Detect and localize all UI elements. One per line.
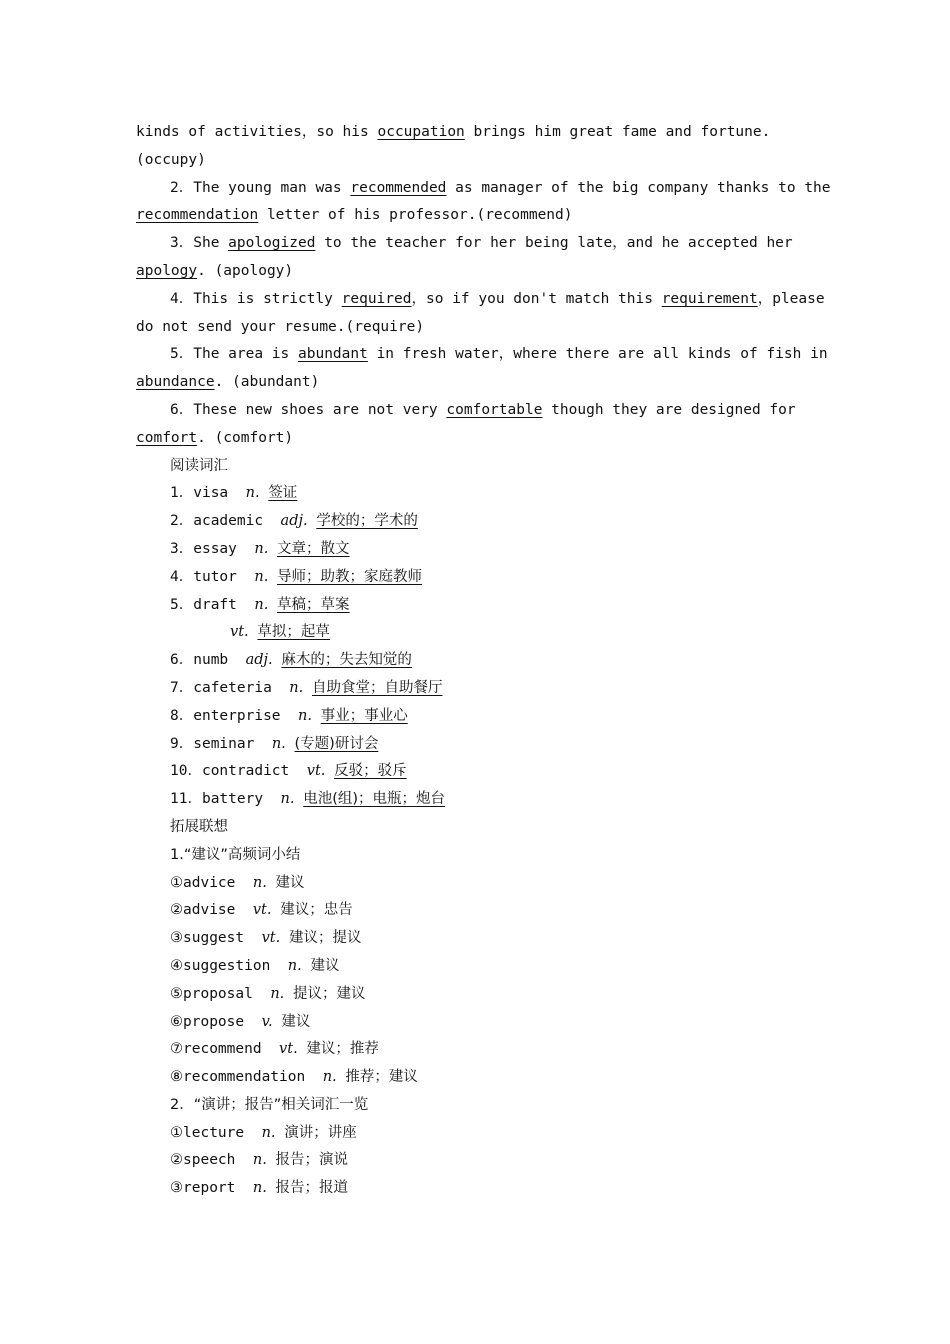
part-of-speech: n.: [298, 707, 312, 724]
related-word-item: [136, 925, 808, 953]
circled-number: ③: [170, 930, 183, 947]
part-of-speech: n.: [252, 1152, 267, 1169]
vocab-meaning: 反驳；驳斥: [334, 763, 407, 780]
vocab-meaning: 麻木的；失去知觉的: [281, 652, 412, 669]
circled-number: ⑤: [170, 985, 183, 1002]
vocab-word: essay: [193, 540, 237, 557]
part-of-speech: vt.: [252, 902, 272, 919]
word-meaning: 建议；推荐: [306, 1041, 379, 1058]
vocab-item: [136, 619, 808, 647]
related-word-item: [136, 1064, 808, 1092]
text: . (apology): [197, 262, 294, 279]
item-number: 5．: [170, 596, 194, 613]
vocab-item: [136, 703, 808, 731]
word-meaning: 建议: [275, 874, 305, 891]
text: letter of his professor.(recommend): [258, 207, 573, 224]
vocab-meaning: 自助食堂；自助餐厅: [311, 679, 443, 696]
part-of-speech: n.: [287, 957, 302, 974]
part-of-speech: vt.: [279, 1041, 298, 1058]
text: 2．The young man was: [170, 179, 351, 196]
answer-blank: recommendation: [136, 207, 259, 224]
group-1-list: [136, 870, 808, 1092]
vocab-meaning: 文章；散文: [277, 540, 350, 557]
answer-blank: recommended: [350, 179, 447, 196]
circled-number: ②: [170, 1152, 183, 1169]
vocab-item: [136, 758, 808, 786]
part-of-speech: n.: [261, 1124, 276, 1141]
related-word: speech: [183, 1152, 236, 1169]
group-2-title: 2．“演讲；报告”相关词汇一览: [170, 1096, 369, 1113]
part-of-speech: vt.: [261, 930, 281, 947]
item-number: 2．: [170, 513, 194, 530]
paragraph-3-line-1: [136, 230, 808, 258]
section-heading-reading-vocab: 阅读词汇: [170, 457, 228, 474]
answer-blank: abundant: [298, 346, 368, 363]
text: 6．These new shoes are not very: [170, 401, 447, 418]
word-meaning: 推荐；建议: [345, 1069, 418, 1086]
related-word-item: [136, 1175, 808, 1203]
circled-number: ①: [170, 1124, 183, 1141]
vocab-item: [136, 564, 808, 592]
vocab-item: [136, 592, 808, 620]
text: ，so if you don't match this: [411, 290, 662, 307]
text: though they are designed for: [542, 401, 796, 418]
answer-blank: required: [341, 290, 412, 307]
vocab-meaning: (专题)研讨会: [294, 735, 379, 752]
circled-number: ②: [170, 902, 183, 919]
related-word-item: [136, 870, 808, 898]
vocab-word: numb: [193, 652, 229, 669]
answer-blank: apologized: [228, 235, 316, 252]
related-word-item: [136, 981, 808, 1009]
vocab-meaning: 事业；事业心: [320, 707, 408, 724]
item-number: 9．: [170, 735, 194, 752]
group-2-list: [136, 1120, 808, 1203]
answer-blank: abundance: [136, 374, 215, 391]
vocab-word: academic: [193, 513, 264, 530]
vocab-list: [136, 480, 808, 814]
related-word: suggest: [183, 930, 245, 947]
circled-number: ①: [170, 874, 183, 891]
text: 5．The area is: [170, 346, 298, 363]
related-word: suggestion: [183, 957, 271, 974]
answer-blank: requirement: [661, 290, 758, 307]
part-of-speech: adj.: [245, 652, 273, 669]
part-of-speech: n.: [280, 791, 295, 808]
related-word-item: [136, 953, 808, 981]
text: to the teacher for her being late，and he accepted her: [315, 235, 793, 252]
vocab-meaning: 学校的；学术的: [316, 513, 418, 530]
group-1-title: 1.“建议”高频词小结: [170, 846, 301, 863]
part-of-speech: n.: [254, 540, 269, 557]
text: as manager of the big company thanks to the: [446, 179, 831, 196]
vocab-word: battery: [201, 791, 264, 808]
paragraph-4-line-2: do not send your resume.(require): [136, 318, 425, 335]
related-word-item: [136, 1120, 808, 1148]
text: brings him great fame and fortune.: [464, 124, 771, 140]
paragraph-2-line-2: [136, 202, 808, 230]
paragraph-5-line-2: [136, 369, 808, 397]
related-word: report: [183, 1180, 236, 1197]
related-word: advise: [183, 902, 236, 919]
circled-number: ⑦: [170, 1041, 183, 1058]
vocab-item: [136, 786, 808, 814]
vocab-item: [136, 731, 808, 759]
related-word-item: [136, 1009, 808, 1037]
related-word: propose: [183, 1013, 245, 1030]
answer-blank: comfortable: [446, 401, 543, 418]
vocab-meaning: 签证: [268, 485, 298, 502]
answer-blank: apology: [136, 262, 198, 279]
circled-number: ③: [170, 1180, 183, 1197]
part-of-speech: v.: [261, 1013, 273, 1030]
paragraph-4-line-1: [136, 286, 825, 314]
vocab-item: [136, 675, 808, 703]
text: in fresh water，where there are all kinds of fish in: [367, 346, 828, 363]
text: 3．She: [170, 235, 229, 252]
item-number: 8．: [170, 707, 194, 724]
related-word-item: [136, 1036, 808, 1064]
related-word: recommend: [183, 1041, 262, 1058]
word-meaning: 建议: [281, 1013, 311, 1030]
part-of-speech: n.: [289, 679, 304, 696]
vocab-item: [136, 647, 808, 675]
paragraph-3-line-2: [136, 258, 808, 286]
related-word-item: [136, 897, 808, 925]
part-of-speech: n.: [254, 568, 269, 585]
paragraph-6-line-1: [136, 397, 808, 425]
word-meaning: 演讲；讲座: [284, 1124, 357, 1141]
word-meaning: 建议: [310, 957, 340, 974]
section-heading-extension: 拓展联想: [170, 818, 228, 835]
part-of-speech: n.: [271, 735, 286, 752]
vocab-item: [136, 508, 808, 536]
part-of-speech: vt.: [230, 624, 249, 641]
text: 4．This is strictly: [170, 290, 342, 307]
word-meaning: 提议；建议: [293, 985, 366, 1002]
circled-number: ⑧: [170, 1069, 183, 1086]
related-word-item: [136, 1147, 808, 1175]
item-number: 1．: [170, 485, 194, 502]
part-of-speech: n.: [322, 1069, 337, 1086]
vocab-word: enterprise: [193, 707, 281, 724]
related-word: lecture: [183, 1124, 245, 1141]
word-meaning: 报告；报道: [275, 1180, 349, 1197]
part-of-speech: adj.: [280, 513, 308, 530]
vocab-meaning: 电池(组)；电瓶；炮台: [303, 791, 446, 808]
paragraph-5-line-1: [136, 341, 828, 369]
vocab-word: contradict: [201, 763, 290, 780]
paragraph-1-line-2: (occupy): [136, 151, 206, 168]
vocab-meaning: 草拟；起草: [257, 624, 330, 641]
vocab-word: visa: [193, 485, 229, 502]
paragraph-1-line-1: [136, 119, 808, 147]
related-word: proposal: [183, 985, 253, 1002]
vocab-item: [136, 536, 808, 564]
item-number: 11．: [170, 791, 202, 808]
text: . (abundant): [214, 374, 320, 391]
item-number: 4．: [170, 568, 194, 585]
vocab-word: draft: [193, 596, 237, 613]
word-meaning: 建议；忠告: [280, 902, 353, 919]
word-meaning: 建议；提议: [288, 930, 362, 947]
vocab-meaning: 草稿；草案: [277, 596, 350, 613]
document-page: [136, 119, 831, 1203]
vocab-word: cafeteria: [193, 679, 272, 696]
part-of-speech: vt.: [306, 763, 326, 780]
part-of-speech: n.: [245, 485, 260, 502]
item-number: 7．: [170, 679, 194, 696]
paragraph-6-line-2: [136, 425, 808, 453]
item-number: 10．: [170, 763, 202, 780]
answer-blank: occupation: [377, 124, 465, 140]
part-of-speech: n.: [270, 985, 285, 1002]
item-number: 6．: [170, 652, 194, 669]
text: ，please: [757, 290, 825, 307]
part-of-speech: n.: [252, 874, 267, 891]
vocab-word: tutor: [193, 568, 237, 585]
vocab-word: seminar: [193, 735, 255, 752]
item-number: 3．: [170, 540, 194, 557]
related-word: advice: [183, 874, 236, 891]
circled-number: ④: [170, 957, 183, 974]
related-word: recommendation: [183, 1069, 306, 1086]
text: . (comfort): [197, 429, 294, 446]
part-of-speech: n.: [252, 1180, 267, 1197]
text: kinds of activities，so his: [136, 124, 378, 140]
circled-number: ⑥: [170, 1013, 183, 1030]
answer-blank: comfort: [136, 429, 198, 446]
paragraph-2-line-1: [136, 175, 831, 203]
vocab-item: [136, 480, 808, 508]
part-of-speech: n.: [254, 596, 269, 613]
vocab-meaning: 导师；助教；家庭教师: [277, 568, 423, 585]
word-meaning: 报告；演说: [275, 1152, 349, 1169]
